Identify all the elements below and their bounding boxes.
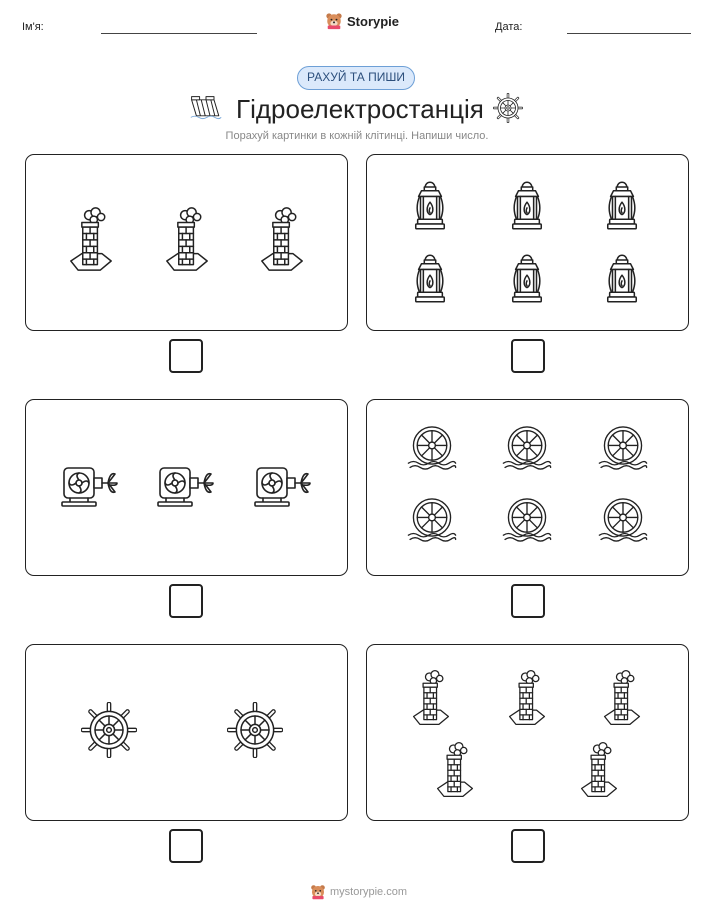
lantern-icon [508,179,546,233]
smokestack-icon [508,669,546,726]
instruction-text: Порахуй картинки в кожній клітинці. Напиши число. [225,130,489,142]
date-label: Дата: [495,21,523,33]
turbine-generator-icon [60,464,120,508]
water-wheel-icon [596,424,650,472]
name-field[interactable] [101,33,257,34]
name-label: Ім'я: [22,21,44,33]
smokestack-icon [165,206,209,272]
counting-panel-4 [366,399,689,576]
footer [310,884,407,900]
answer-box-5[interactable] [169,829,203,863]
counting-panel-3 [25,399,348,576]
lantern-icon [411,252,449,306]
water-wheel-icon [405,424,459,472]
turbine-generator-icon [253,464,313,508]
answer-box-3[interactable] [169,584,203,618]
footer-url[interactable]: mystorypie.com [330,886,408,898]
smokestack-icon [69,206,113,272]
lantern-icon [603,179,641,233]
answer-box-1[interactable] [169,339,203,373]
ship-wheel-icon [493,93,523,123]
bear-logo-icon [325,12,343,30]
water-wheel-icon [500,496,554,544]
smokestack-icon [436,741,474,798]
answer-box-2[interactable] [511,339,545,373]
bear-logo-icon [310,884,326,900]
lantern-icon [508,252,546,306]
activity-badge: РАХУЙ ТА ПИШИ [297,66,415,90]
counting-panel-1 [25,154,348,331]
answer-box-6[interactable] [511,829,545,863]
counting-panel-2 [366,154,689,331]
water-wheel-icon [500,424,554,472]
answer-box-4[interactable] [511,584,545,618]
water-wheel-icon [596,496,650,544]
counting-panel-6 [366,644,689,821]
date-field[interactable] [567,33,691,34]
smokestack-icon [603,669,641,726]
lantern-icon [411,179,449,233]
page-title: Гідроелектростанція [236,94,484,124]
ship-wheel-icon [81,702,137,758]
smokestack-icon [580,741,618,798]
title-row [0,92,714,126]
lantern-icon [603,252,641,306]
ship-wheel-icon [227,702,283,758]
turbine-generator-icon [156,464,216,508]
brand-logo [325,12,399,30]
counting-panel-5 [25,644,348,821]
smokestack-icon [412,669,450,726]
brand-name: Storypie [347,13,400,29]
smokestack-icon [260,206,304,272]
water-wheel-icon [405,496,459,544]
dam-icon [190,94,222,120]
